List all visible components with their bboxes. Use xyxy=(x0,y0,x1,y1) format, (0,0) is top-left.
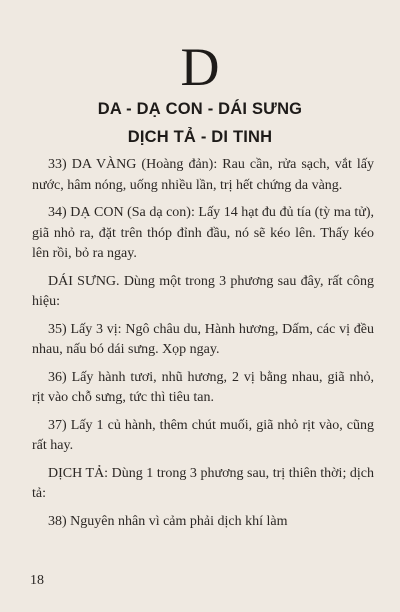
paragraph-dai-sung: DÁI SƯNG. Dùng một trong 3 phương sau đây, rất công hiệu: xyxy=(32,273,374,309)
section-heading-line-1: DA - DẠ CON - DÁI SƯNG xyxy=(97,100,303,118)
paragraph-35: 35) Lấy 3 vị: Ngô châu du, Hành hương, Dấm, các vị đều nhau, nấu bó dái sưng. Xọp ngay. xyxy=(32,321,374,357)
paragraph-34-da-con: 34) DẠ CON (Sa dạ con): Lấy 14 hạt đu đủ tía (tỳ ma tử), giã nhỏ ra, đặt trên thóp đỉnh đầu, nó sẽ kéo lên. Thấy kéo lên rồi, bỏ ra ngay. xyxy=(32,205,374,261)
paragraph-33-da-vang: 33) DA VÀNG (Hoàng đản): Rau cần, rửa sạch, vắt lấy nước, hâm nóng, uống nhiều lần, trị hết chứng da vàng. xyxy=(32,157,374,193)
paragraph-38: 38) Nguyên nhân vì cảm phải dịch khí làm xyxy=(48,513,288,529)
page-number: 18 xyxy=(30,573,44,588)
body-text xyxy=(32,155,374,539)
section-letter: D xyxy=(180,37,220,97)
paragraph-37: 37) Lấy 1 củ hành, thêm chút muối, giã nhỏ rịt vào, cũng rất hay. xyxy=(32,417,374,453)
paragraph-dich-ta: DỊCH TẢ: Dùng 1 trong 3 phương sau, trị thiên thời; dịch tả: xyxy=(32,465,374,501)
section-heading-line-2: DỊCH TẢ - DI TINH xyxy=(127,128,273,146)
paragraph-36: 36) Lấy hành tươi, nhũ hương, 2 vị bằng nhau, giã nhỏ, rịt vào chỗ sưng, tức thì tiêu tan. xyxy=(32,369,374,405)
